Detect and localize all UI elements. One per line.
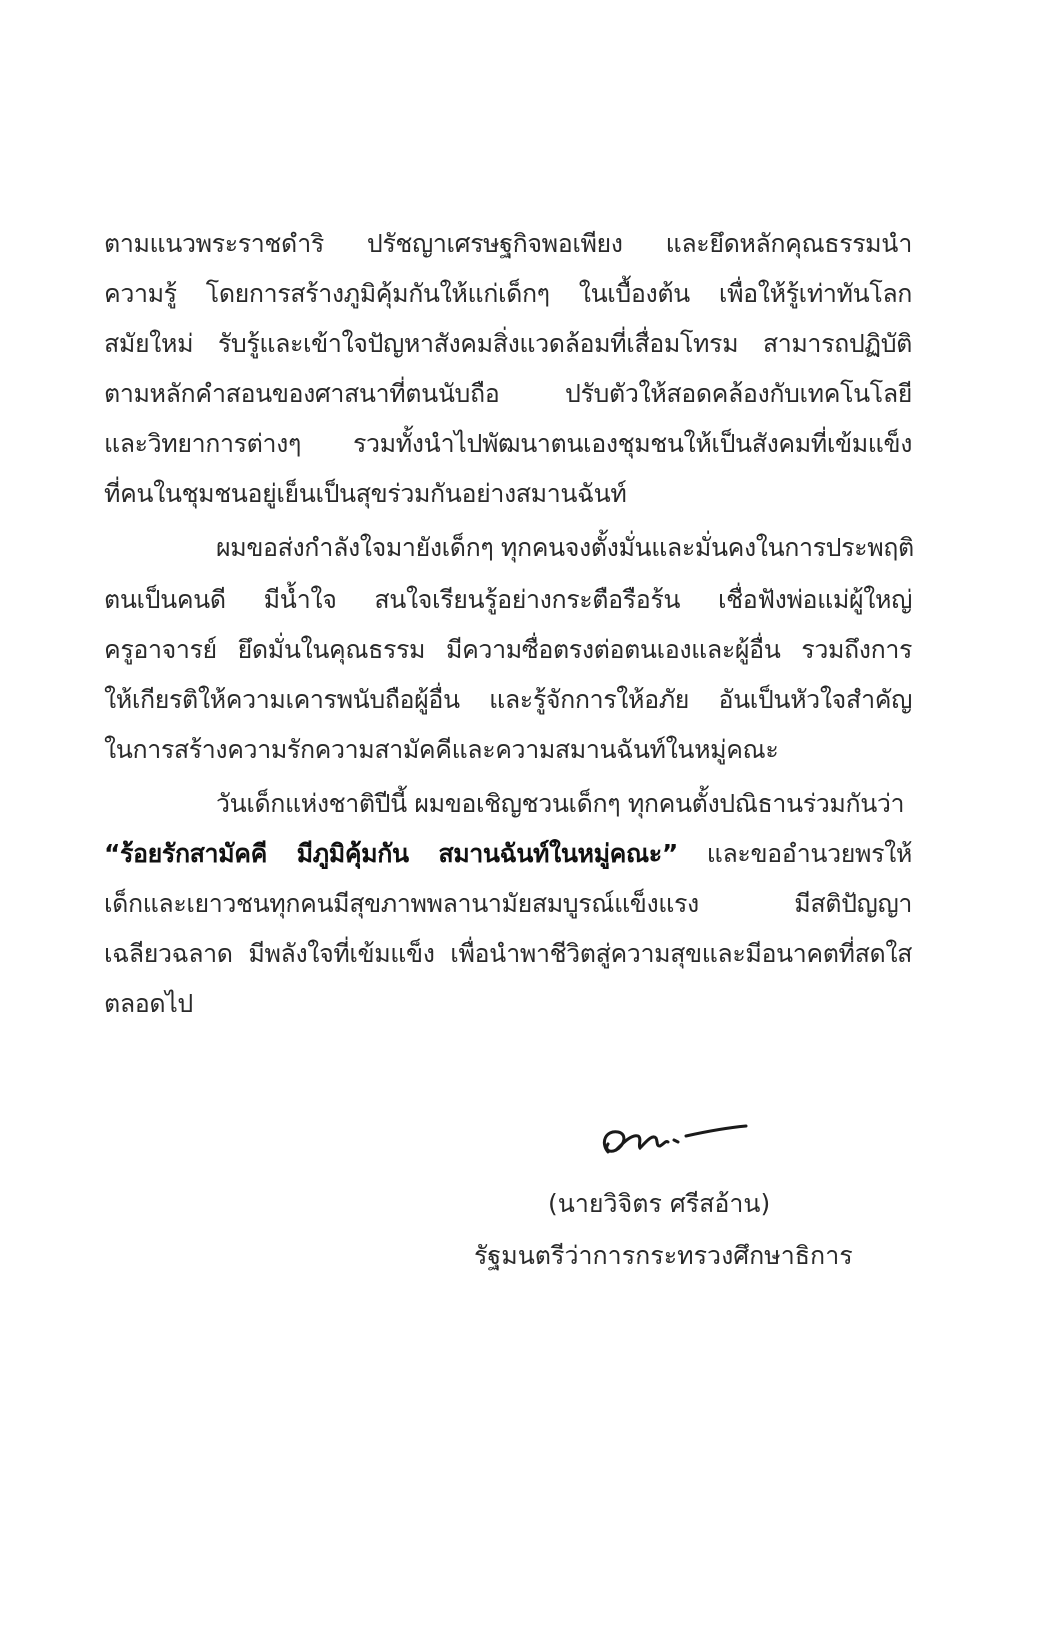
signer-title: รัฐมนตรีว่าการกระทรวงศึกษาธิการ — [474, 1241, 853, 1270]
handwritten-signature — [594, 1112, 754, 1168]
paragraph-3-line-1: วันเด็กแห่งชาติปีนี้ ผมขอเชิญชวนเด็กๆ ทุกคนตั้งปณิธานร่วมกันว่า — [216, 789, 905, 818]
paragraph-2-line-4: ให้เกียรติให้ความเคารพนับถือผู้อื่น และรู้จักการให้อภัย อันเป็นหัวใจสำคัญ — [104, 685, 912, 714]
paragraph-3-line-4: เฉลียวฉลาด มีพลังใจที่เข้มแข็ง เพื่อนำพาชีวิตสู่ความสุขและมีอนาคตที่สดใส — [104, 939, 912, 968]
paragraph-2-line-1: ผมขอส่งกำลังใจมายังเด็กๆ ทุกคนจงตั้งมั่นและมั่นคงในการประพฤติ — [216, 533, 914, 562]
paragraph-1-line-2: ความรู้ โดยการสร้างภูมิคุ้มกันให้แก่เด็กๆ ในเบื้องต้น เพื่อให้รู้เท่าทันโลก — [104, 279, 912, 308]
paragraph-2-line-5: ในการสร้างความรักความสามัคคีและความสมานฉันท์ในหมู่คณะ — [104, 735, 779, 764]
motto: “ร้อยรักสามัคคี มีภูมิคุ้มกัน สมานฉันท์ในหมู่คณะ” — [104, 839, 678, 868]
paragraph-1-line-1: ตามแนวพระราชดำริ ปรัชญาเศรษฐกิจพอเพียง และยึดหลักคุณธรรมนำ — [104, 229, 912, 258]
paragraph-3-line-5: ตลอดไป — [104, 989, 193, 1018]
paragraph-2-line-3: ครูอาจารย์ ยึดมั่นในคุณธรรม มีความซื่อตรงต่อตนเองและผู้อื่น รวมถึงการ — [104, 635, 912, 664]
paragraph-3-line-2 — [104, 836, 912, 872]
paragraph-1-line-4: ตามหลักคำสอนของศาสนาที่ตนนับถือ ปรับตัวให้สอดคล้องกับเทคโนโลยี — [104, 379, 912, 408]
paragraph-2-line-2: ตนเป็นคนดี มีน้ำใจ สนใจเรียนรู้อย่างกระตือรือร้น เชื่อฟังพ่อแม่ผู้ใหญ่ — [104, 585, 912, 614]
paragraph-3-line-2-rest: และขออำนวยพรให้ — [677, 839, 912, 868]
paragraph-1-line-3: สมัยใหม่ รับรู้และเข้าใจปัญหาสังคมสิ่งแวดล้อมที่เสื่อมโทรม สามารถปฏิบัติ — [104, 329, 912, 358]
signer-name: (นายวิจิตร ศรีสอ้าน) — [548, 1189, 771, 1218]
paragraph-1-line-5: และวิทยาการต่างๆ รวมทั้งนำไปพัฒนาตนเองชุมชนให้เป็นสังคมที่เข้มแข็ง — [104, 429, 912, 458]
paragraph-1-line-6: ที่คนในชุมชนอยู่เย็นเป็นสุขร่วมกันอย่างสมานฉันท์ — [104, 479, 627, 508]
paragraph-3-line-3: เด็กและเยาวชนทุกคนมีสุขภาพพลานามัยสมบูรณ์แข็งแรง มีสติปัญญา — [104, 889, 912, 918]
